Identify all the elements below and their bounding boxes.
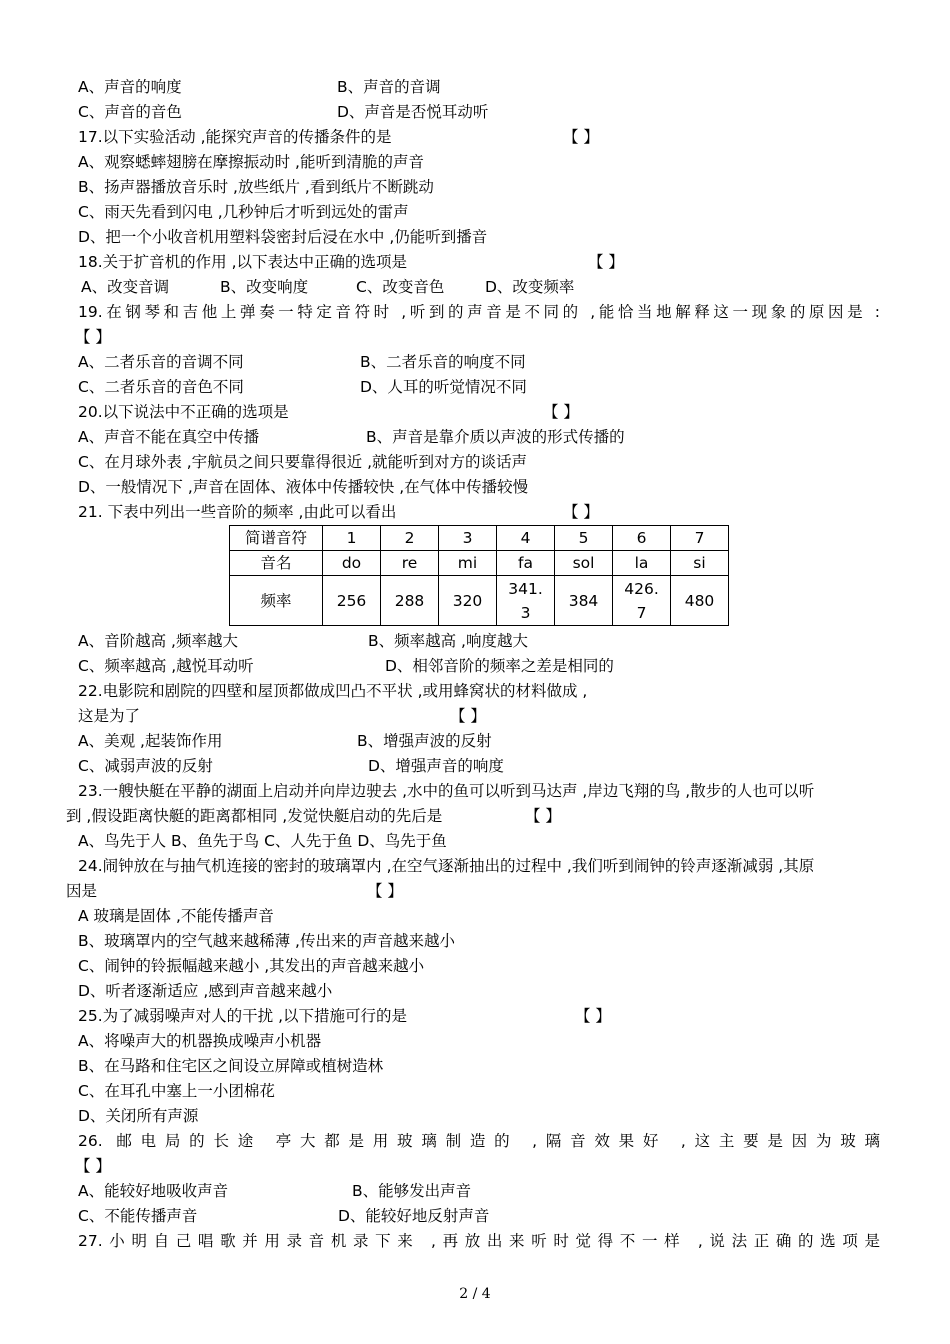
table-cell: si [671, 551, 729, 576]
q18-option-a: A、改变音调 [81, 278, 170, 296]
q16-option-b: B、声音的音调 [337, 78, 441, 96]
table-cell: re [381, 551, 439, 576]
q22-stem-cont: 这是为了 [78, 707, 141, 725]
q18-option-c: C、改变音色 [356, 278, 445, 296]
q27-stem: 27.小明自己唱歌并用录音机录下来 ,再放出来听时觉得不一样 ,说法正确的选项是 [78, 1232, 880, 1250]
q24-option-d: D、听者逐渐适应 ,感到声音越来越小 [78, 982, 333, 1000]
q19-answer-bracket: 【 】 [75, 328, 111, 346]
q24-stem: 24.闹钟放在与抽气机连接的密封的玻璃罩内 ,在空气逐渐抽出的过程中 ,我们听到闹钟的铃声逐渐减弱 ,其原 [78, 857, 815, 875]
table-cell [613, 576, 671, 626]
table-cell: mi [439, 551, 497, 576]
page-number: 2 / 4 [459, 1286, 491, 1302]
q26-option-d: D、能较好地反射声音 [338, 1207, 490, 1225]
table-cell: 6 [613, 526, 671, 551]
table-cell: 频率 [230, 576, 323, 626]
q21-stem: 21. 下表中列出一些音阶的频率 ,由此可以看出 [78, 503, 397, 521]
q26-stem: 26. 邮电局的长途 亭大都是用玻璃制造的 ,隔音效果好 ,这主要是因为玻璃 [78, 1132, 880, 1150]
q16-option-d: D、声音是否悦耳动听 [337, 103, 489, 121]
table-cell: fa [497, 551, 555, 576]
q23-options: A、鸟先于人 B、鱼先于鸟 C、人先于鱼 D、鸟先于鱼 [78, 832, 447, 850]
q21-option-b: B、频率越高 ,响度越大 [368, 632, 528, 650]
q18-option-b: B、改变响度 [220, 278, 309, 296]
table-cell [497, 576, 555, 626]
q25-answer-bracket: 【 】 [575, 1007, 611, 1025]
table-cell: 简谱音符 [230, 526, 323, 551]
table-cell: 288 [381, 576, 439, 626]
table-cell: 320 [439, 576, 497, 626]
q17-option-d: D、把一个小收音机用塑料袋密封后浸在水中 ,仍能听到播音 [78, 228, 488, 246]
q19-option-a: A、二者乐音的音调不同 [78, 353, 244, 371]
table-row [230, 526, 729, 551]
q25-stem: 25.为了减弱噪声对人的干扰 ,以下措施可行的是 [78, 1007, 408, 1025]
table-cell: 5 [555, 526, 613, 551]
q22-option-a: A、美观 ,起装饰作用 [78, 732, 223, 750]
q17-option-b: B、扬声器播放音乐时 ,放些纸片 ,看到纸片不断跳动 [78, 178, 434, 196]
cell-text: 3 [520, 603, 531, 622]
q22-option-b: B、增强声波的反射 [357, 732, 492, 750]
q20-answer-bracket: 【 】 [543, 403, 579, 421]
table-cell: 4 [497, 526, 555, 551]
q24-option-c: C、闹钟的铃振幅越来越小 ,其发出的声音越来越小 [78, 957, 425, 975]
q21-option-c: C、频率越高 ,越悦耳动听 [78, 657, 254, 675]
q21-answer-bracket: 【 】 [563, 503, 599, 521]
q18-option-d: D、改变频率 [485, 278, 575, 296]
q20-option-d: D、一般情况下 ,声音在固体、液体中传播较快 ,在气体中传播较慢 [78, 478, 529, 496]
q23-stem: 23.一艘快艇在平静的湖面上启动并向岸边驶去 ,水中的鱼可以听到马达声 ,岸边飞翔的鸟 ,散步的人也可以听 [78, 782, 815, 800]
q21-option-a: A、音阶越高 ,频率越大 [78, 632, 238, 650]
q24-answer-bracket: 【 】 [367, 882, 403, 900]
q17-option-a: A、观察蟋蟀翅膀在摩擦振动时 ,能听到清脆的声音 [78, 153, 424, 171]
q20-option-c: C、在月球外表 ,宇航员之间只要靠得很近 ,就能听到对方的谈话声 [78, 453, 528, 471]
table-cell: 3 [439, 526, 497, 551]
q24-stem-cont: 因是 [66, 882, 98, 900]
table-cell: la [613, 551, 671, 576]
q20-stem: 20.以下说法中不正确的选项是 [78, 403, 289, 421]
q22-option-d: D、增强声音的响度 [368, 757, 504, 775]
q22-stem: 22.电影院和剧院的四壁和屋顶都做成凹凸不平状 ,或用蜂窝状的材料做成 , [78, 682, 588, 700]
q25-option-d: D、关闭所有声源 [78, 1107, 199, 1125]
q21-option-d: D、相邻音阶的频率之差是相同的 [385, 657, 614, 675]
cell-text: 341. [508, 579, 543, 598]
q25-option-a: A、将噪声大的机器换成噪声小机器 [78, 1032, 322, 1050]
q20-option-b: B、声音是靠介质以声波的形式传播的 [366, 428, 625, 446]
q26-option-b: B、能够发出声音 [352, 1182, 472, 1200]
table-cell: sol [555, 551, 613, 576]
q17-option-c: C、雨天先看到闪电 ,几秒钟后才听到远处的雷声 [78, 203, 409, 221]
q17-answer-bracket: 【 】 [563, 128, 599, 146]
q22-answer-bracket: 【 】 [450, 707, 486, 725]
q24-option-b: B、玻璃罩内的空气越来越稀薄 ,传出来的声音越来越小 [78, 932, 455, 950]
q19-option-c: C、二者乐音的音色不同 [78, 378, 244, 396]
table-cell: 256 [323, 576, 381, 626]
q20-option-a: A、声音不能在真空中传播 [78, 428, 260, 446]
q26-answer-bracket: 【 】 [75, 1157, 111, 1175]
table-cell: 音名 [230, 551, 323, 576]
q19-stem: 19.在钢琴和吉他上弹奏一特定音符时 ,听到的声音是不同的 ,能恰当地解释这一现象的原因是 : [78, 303, 880, 321]
q18-answer-bracket: 【 】 [588, 253, 624, 271]
q26-option-c: C、不能传播声音 [78, 1207, 198, 1225]
table-row [230, 551, 729, 576]
q25-option-b: B、在马路和住宅区之间设立屏障或植树造林 [78, 1057, 384, 1075]
table-cell: 480 [671, 576, 729, 626]
q24-option-a: A 玻璃是固体 ,不能传播声音 [78, 907, 274, 925]
cell-text: 426. [624, 579, 659, 598]
q25-option-c: C、在耳孔中塞上一小团棉花 [78, 1082, 275, 1100]
table-cell: 7 [671, 526, 729, 551]
table-cell: 1 [323, 526, 381, 551]
q26-option-a: A、能较好地吸收声音 [78, 1182, 229, 1200]
cell-text: 7 [636, 603, 647, 622]
q18-stem: 18.关于扩音机的作用 ,以下表达中正确的选项是 [78, 253, 408, 271]
q23-stem-cont: 到 ,假设距离快艇的距离都相同 ,发觉快艇启动的先后是 [66, 807, 443, 825]
q23-answer-bracket: 【 】 [525, 807, 561, 825]
table-row [230, 576, 729, 626]
table-cell: 2 [381, 526, 439, 551]
q17-stem: 17.以下实验活动 ,能探究声音的传播条件的是 [78, 128, 392, 146]
table-cell: 384 [555, 576, 613, 626]
table-cell: do [323, 551, 381, 576]
q19-option-d: D、人耳的听觉情况不同 [360, 378, 527, 396]
q22-option-c: C、减弱声波的反射 [78, 757, 213, 775]
q16-option-c: C、声音的音色 [78, 103, 182, 121]
q19-option-b: B、二者乐音的响度不同 [360, 353, 526, 371]
frequency-table [229, 525, 729, 626]
q16-option-a: A、声音的响度 [78, 78, 182, 96]
